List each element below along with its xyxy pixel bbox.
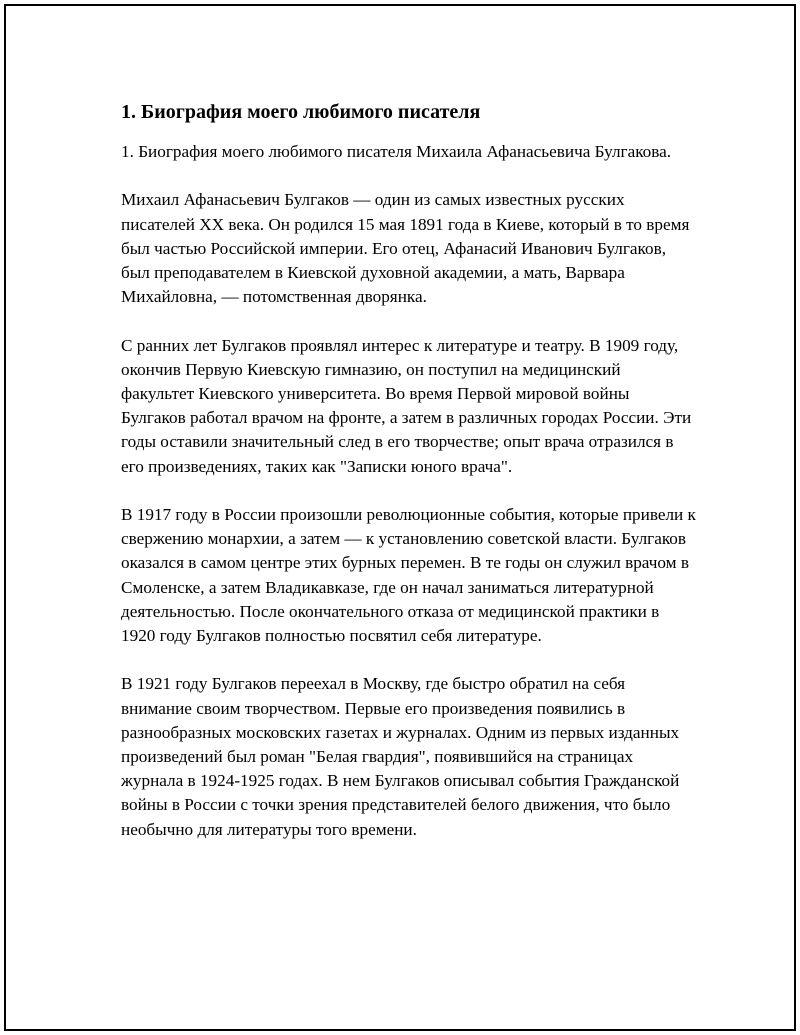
document-page: [4, 4, 796, 1031]
document-heading: 1. Биография моего любимого писателя: [121, 101, 481, 123]
document-body: [121, 98, 696, 866]
paragraph-education: С ранних лет Булгаков проявлял интерес к литературе и театру. В 1909 году, окончив Первую Киевскую гимназию, он поступил на медицинский факультет Киевского университета. Во время Первой мировой войны Булгаков работал врачом на фронте, а затем в различных городах России. Эти годы оставили значительный след в его творчестве; опыт врача отразился в его произведениях, таких как "Записки юного врача".: [121, 335, 692, 476]
paragraph-revolution: В 1917 году в России произошли революционные события, которые привели к свержению монархии, а затем — к установлению советской власти. Булгаков оказался в самом центре этих бурных перемен. В те годы он служил врачом в Смоленске, а затем Владикавказе, где он начал заниматься литературной деятельностью. После окончательного отказа от медицинской практики в 1920 году Булгаков полностью посвятил себя литературе.: [121, 505, 696, 646]
paragraph-birth: Михаил Афанасьевич Булгаков — один из самых известных русских писателей XX века. Он родился 15 мая 1891 года в Киеве, который в то время был частью Российской империи. Его отец, Афанасий Иванович Булгаков, был преподавателем в Киевской духовной академии, а мать, Варвара Михайловна, — потомственная дворянка.: [121, 190, 690, 307]
paragraph-moscow: В 1921 году Булгаков переехал в Москву, где быстро обратил на себя внимание своим творчеством. Первые его произведения появились в разнообразных московских газетах и журналах. Одним из первых изданных произведений был роман "Белая гвардия", появившийся на страницах журнала в 1924-1925 годах. В нем Булгаков описывал события Гражданской войны в России с точки зрения представителей белого движения, что было необычно для литературы того времени.: [121, 674, 680, 839]
paragraph-intro: 1. Биография моего любимого писателя Михаила Афанасьевича Булгакова.: [121, 142, 672, 161]
